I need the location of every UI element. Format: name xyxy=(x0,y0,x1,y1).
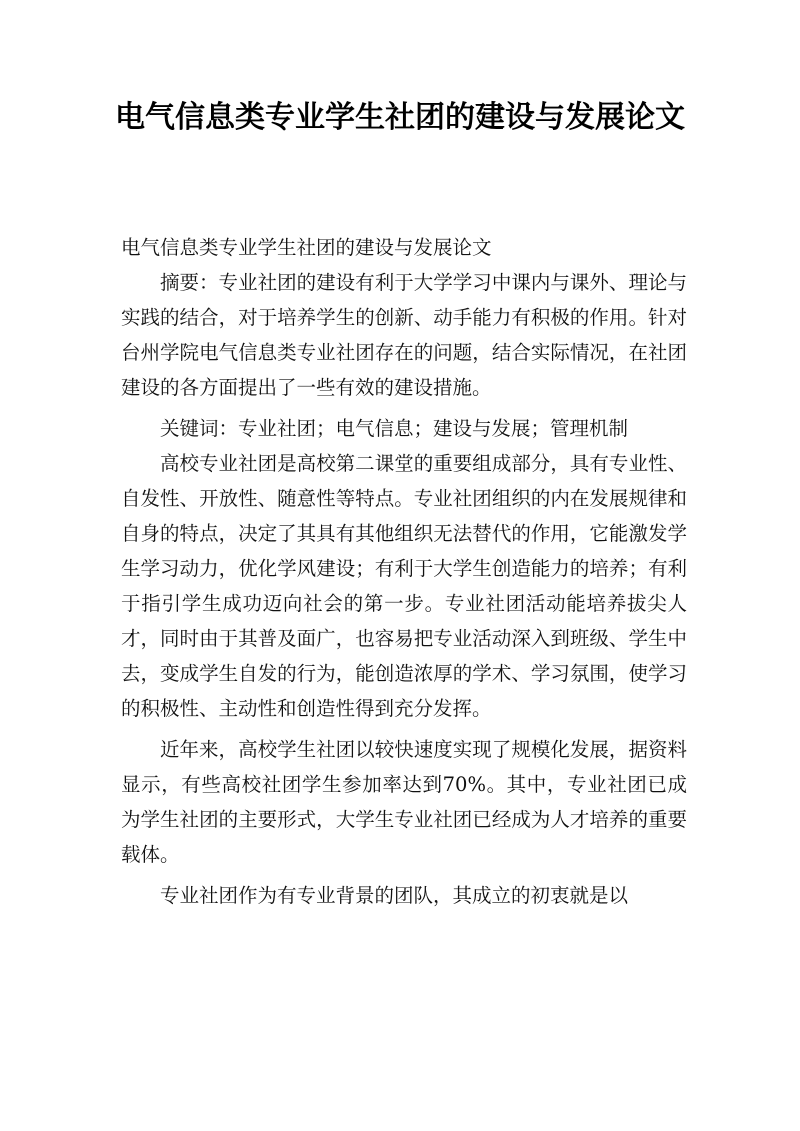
body-paragraph: 高校专业社团是高校第二课堂的重要组成部分，具有专业性、自发性、开放性、随意性等特点。专业社团组织的内在发展规律和自身的特点，决定了其具有其他组织无法替代的作用，它能激发学生学习动力，优化学风建设；有利于大学生创造能力的培养；有利于指引学生成功迈向社会的第一步。专业社团活动能培养拔尖人才，同时由于其普及面广，也容易把专业活动深入到班级、学生中去，变成学生自发的行为，能创造浓厚的学术、学习氛围，使学习的积极性、主动性和创造性得到充分发挥。 xyxy=(121,452,687,720)
keywords-paragraph: 关键词：专业社团；电气信息；建设与发展；管理机制 xyxy=(160,417,629,440)
body-paragraph: 专业社团作为有专业背景的团队，其成立的初衷就是以 xyxy=(160,884,629,907)
document-title: 电气信息类专业学生社团的建设与发展论文 xyxy=(115,100,685,135)
body-paragraph: 近年来，高校学生社团以较快速度实现了规模化发展，据资料显示，有些高校社团学生参加率达到70%。其中，专业社团已成为学生社团的主要形式，大学生专业社团已经成为人才培养的重要载体。 xyxy=(121,738,687,866)
abstract-paragraph: 摘要：专业社团的建设有利于大学学习中课内与课外、理论与实践的结合，对于培养学生的创新、动手能力有积极的作用。针对台州学院电气信息类专业社团存在的问题，结合实际情况，在社团建设的各方面提出了一些有效的建设措施。 xyxy=(121,271,687,399)
document-body xyxy=(121,230,687,913)
subtitle-line: 电气信息类专业学生社团的建设与发展论文 xyxy=(121,236,492,259)
